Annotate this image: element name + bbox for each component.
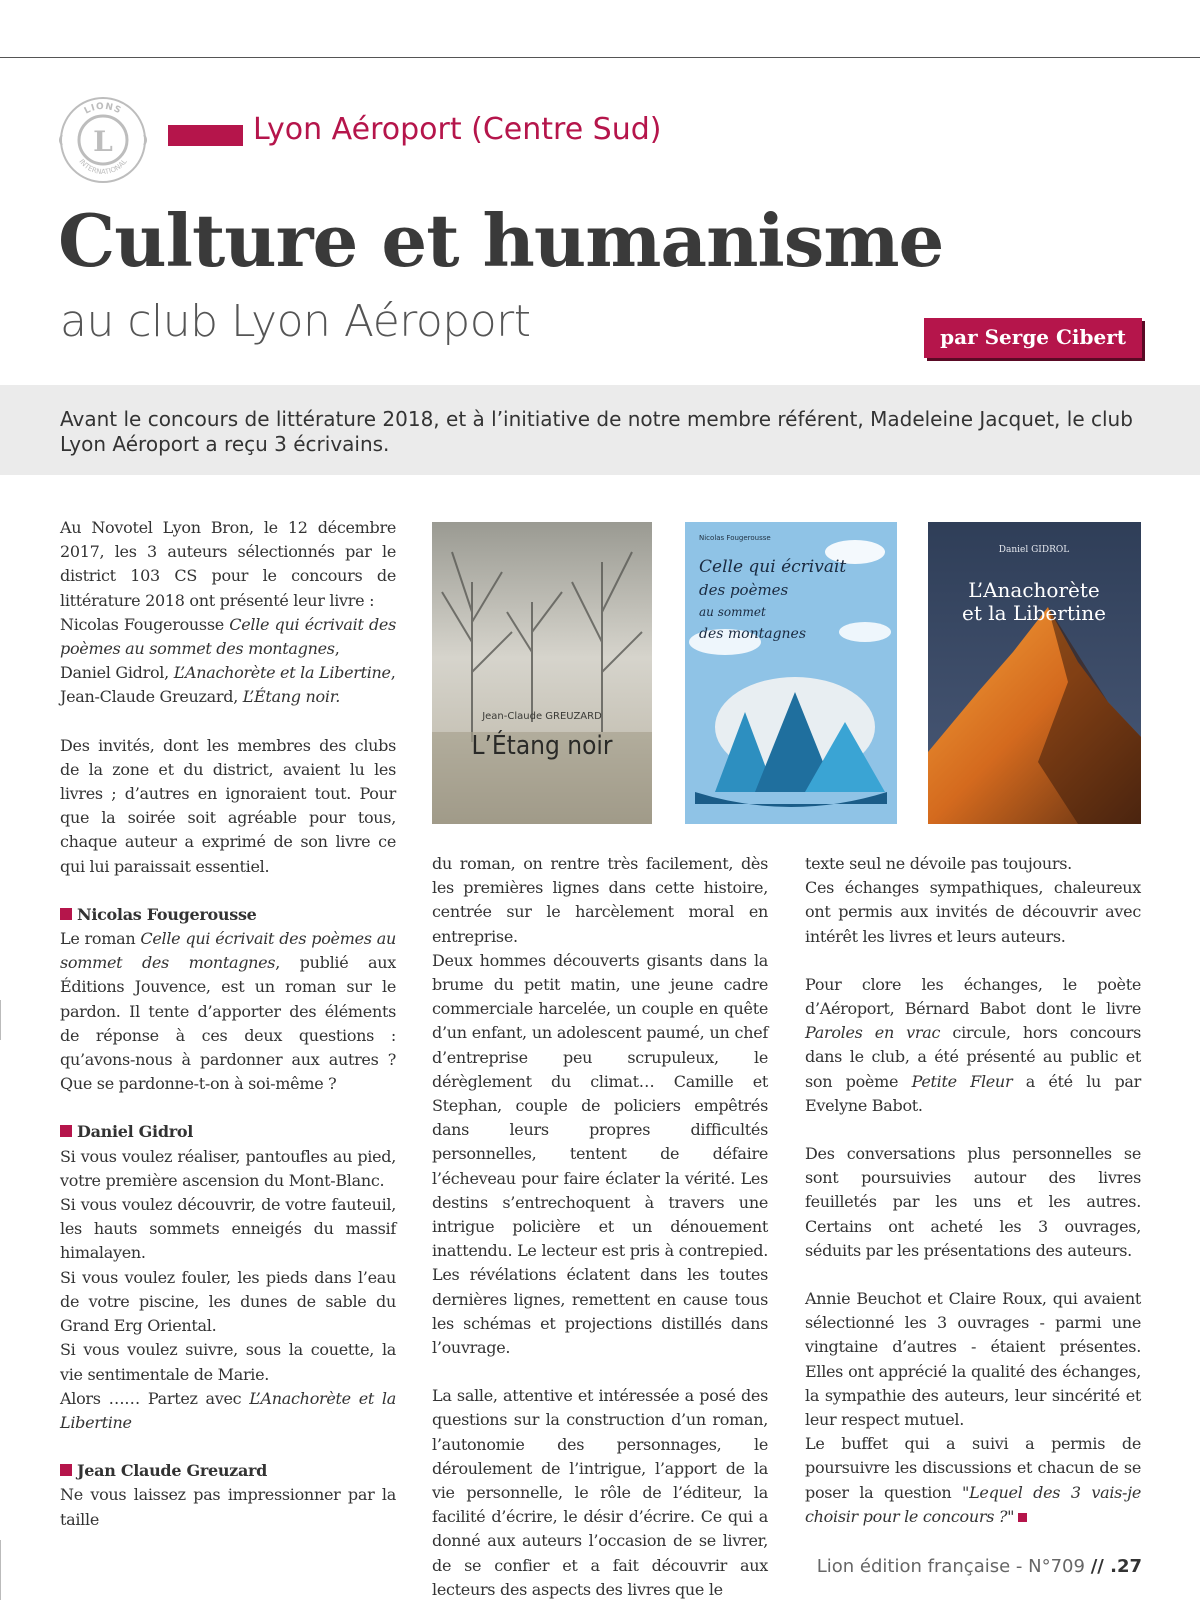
margin-rule (0, 1540, 1, 1600)
svg-text:LIONS (83, 102, 123, 117)
margin-rule (0, 1000, 1, 1040)
paragraph: Pour clore les échanges, le poète d’Aéroport, Bérnard Babot dont le livre Paroles en vrac circule, hors concours dans le club, a été présenté au public et son poème Petite Fleur a été lu par Evelyne Babot. (805, 974, 1142, 1115)
paragraph: Ces échanges sympathiques, chaleureux ont permis aux invités de découvrir avec intérêt les livres et leurs auteurs. (805, 878, 1141, 946)
kicker-bar (168, 125, 243, 146)
section-heading-gidrol: Daniel Gidrol (60, 1120, 396, 1144)
paragraph: Alors …… Partez avec L’Anachorète et la Libertine (60, 1388, 396, 1432)
svg-text:Celle qui écrivait: Celle qui écrivait (699, 557, 847, 577)
paragraph: Des conversations plus personnelles se sont poursuivies autour des livres feuilletés par les uns et les autres. Certains ont acheté les 3 ouvrages, séduits par les présentations des auteurs. (805, 1144, 1141, 1260)
article-title: Culture et humanisme (58, 198, 944, 283)
book-cover-celle-qui-ecrivait (685, 522, 897, 824)
bullet-square-icon (60, 908, 72, 920)
paragraph: Ne vous laissez pas impressionner par la taille (60, 1485, 396, 1529)
svg-text:L’Anachorète: L’Anachorète (968, 578, 1100, 602)
book-cover-anachorete (928, 522, 1141, 824)
svg-text:Daniel GIDROL: Daniel GIDROL (998, 545, 1070, 555)
page-number: // .27 (1090, 1556, 1142, 1577)
paragraph: La salle, attentive et intéressée a posé des questions sur la construction d’un roman, l’autonomie des personnages, le déroulement de l’intrigue, l’apport de la vie personnelle, le rôle de l’éditeur, la facilité d’écrire, le désir d’écrire. Ce qui a donné aux auteurs l’occasion de se livrer, de se confier et a fait découvrir aux lecteurs des aspects des livres que le (432, 1386, 768, 1599)
paragraph: du roman, on rentre très facilement, dès les premières lignes dans cette histoire, centrée sur le harcèlement moral en entreprise. (432, 854, 768, 946)
svg-text:Nicolas Fougerousse: Nicolas Fougerousse (699, 534, 771, 542)
svg-text:L’Étang noir: L’Étang noir (471, 731, 613, 761)
paragraph: Si vous voulez réaliser, pantoufles au pied, votre première ascension du Mont-Blanc. (60, 1146, 396, 1190)
top-rule (0, 57, 1200, 58)
paragraph: Au Novotel Lyon Bron, le 12 décembre 2017, les 3 auteurs sélectionnés par le district 103 CS pour le concours de littérature 2018 ont présenté leur livre : Nicolas Fougerousse Celle qui écrivait des poèmes au sommet des montagnes, Daniel Gidrol, L’Anachorète et la Libertine, Jean-Claude Greuzard, L’Étang noir. (60, 518, 396, 707)
paragraph: Si vous voulez découvrir, de votre fauteuil, les hauts sommets enneigés du massif himalayen. (60, 1195, 396, 1263)
paragraph: Le buffet qui a suivi a permis de poursuivre les discussions et chacun de se poser la question "Lequel des 3 vais-je choisir pour le concours ?" (805, 1434, 1141, 1526)
paragraph: Annie Beuchot et Claire Roux, qui avaient sélectionné les 3 ouvrages - parmi une vingtaine d’autres - étaient présentes. Elles ont apprécié la qualité des échanges, la sympathie des auteurs, leur sincérité et leur respect mutuel. (805, 1289, 1141, 1430)
svg-text:et la Libertine: et la Libertine (962, 601, 1106, 625)
paragraph: Si vous voulez fouler, les pieds dans l’eau de votre piscine, les dunes de sable du Grand Erg Oriental. (60, 1267, 396, 1336)
column-3 (805, 852, 1141, 1529)
paragraph: Si vous voulez suivre, sous la couette, la vie sentimentale de Marie. (60, 1340, 396, 1384)
svg-text:INTERNATIONAL: INTERNATIONAL (77, 157, 129, 177)
svg-text:Jean-Claude GREUZARD: Jean-Claude GREUZARD (482, 711, 602, 722)
column-2 (432, 852, 768, 1602)
author-badge: par Serge Cibert (924, 318, 1142, 358)
logo-text: LIONS (82, 101, 124, 117)
paragraph: Des invités, dont les membres des clubs de la zone et du district, avaient lu les livres ; d’autres en ignoraient tout. Pour que la soirée soit agréable pour tous, chaque auteur a exprimé de son livre ce qui lui paraissait essentiel. (60, 735, 396, 876)
intro-band (0, 385, 1200, 475)
column-1 (60, 516, 396, 1532)
lions-logo (58, 95, 148, 185)
article-subtitle: au club Lyon Aéroport (60, 296, 531, 347)
book-cover-etang-noir (432, 522, 652, 824)
svg-text:des poèmes: des poèmes (699, 581, 789, 599)
intro-text: Avant le concours de littérature 2018, et à l’initiative de notre membre référent, Madeleine Jacquet, le club Lyon Aéroport a reçu 3 écrivains. (60, 407, 1133, 456)
bullet-square-icon (60, 1125, 72, 1137)
bullet-square-icon (60, 1464, 72, 1476)
paragraph: Deux hommes découverts gisants dans la brume du petit matin, une jeune cadre commerciale harcelée, un couple en quête d’un enfant, un adolescent paumé, un chef d’entreprise peu scrupuleux, le dérèglement du climat… Camille et Stephan, couple de policiers empêtrés dans leurs propres difficultés personnelles, tentent de défaire l’écheveau pour faire éclater la vérité. Les destins s’entrechoquent à travers une intrigue policière et un dénouement inattendu. Le lecteur est pris à contrepied. Les révélations éclatent dans les toutes dernières lignes, remettent en cause tous les schémas et projections distillés dans l’ouvrage. (432, 950, 768, 1358)
svg-text:au sommet: au sommet (699, 605, 766, 619)
section-heading-fougerousse: Nicolas Fougerousse (60, 903, 396, 927)
page-footer (817, 1556, 1142, 1577)
section-kicker: Lyon Aéroport (Centre Sud) (253, 112, 662, 147)
svg-text:L: L (93, 125, 113, 158)
svg-text:des montagnes: des montagnes (699, 626, 807, 642)
paragraph: Le roman Celle qui écrivait des poèmes au sommet des montagnes, publié aux Éditions Jouvence, est un roman sur le pardon. Il tente d’apporter des éléments de réponse à ces deux questions : qu’avons-nous à pardonner aux autres ? Que se pardonne-t-on à soi-même ? (60, 929, 396, 1094)
paragraph: texte seul ne dévoile pas toujours. (805, 854, 1072, 873)
section-heading-greuzard: Jean Claude Greuzard (60, 1459, 396, 1483)
end-mark-icon (1018, 1513, 1027, 1522)
footer-publication: Lion édition française - N°709 (816, 1556, 1085, 1577)
